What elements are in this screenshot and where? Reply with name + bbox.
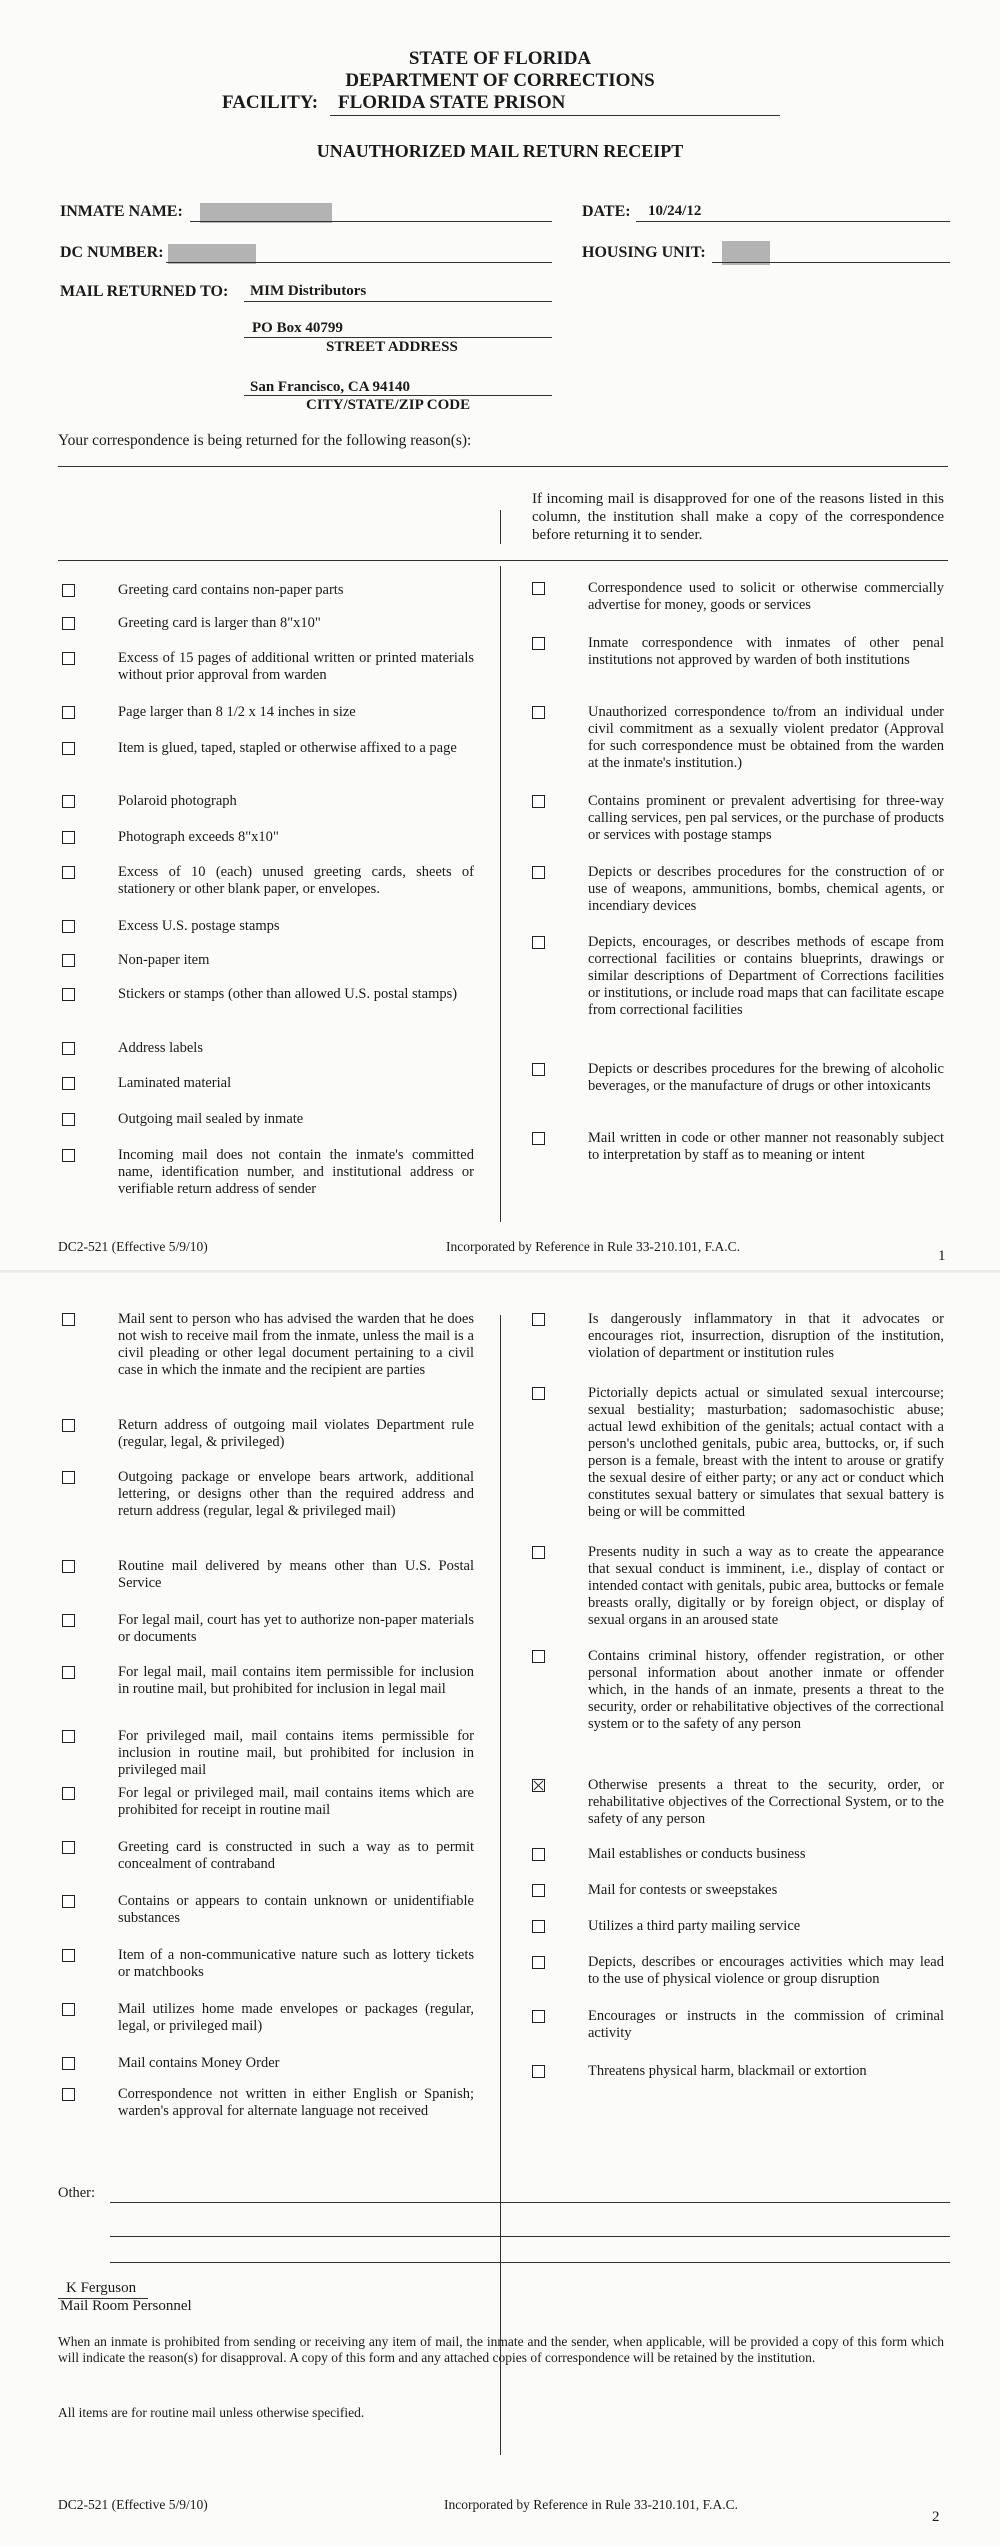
reason-text: Greeting card is constructed in such a way as to permit concealment of contraband (118, 1839, 474, 1872)
reason-text: Depicts or describes procedures for the construction of or use of weapons, ammunitions, bombs, chemical agents, or incendiary devices (588, 864, 944, 914)
reason-text: Contains prominent or prevalent advertising for three-way calling services, pen pal services, or the purchase of products or services with postage stamps (588, 793, 944, 843)
reason-text: Correspondence used to solicit or otherwise commercially advertise for money, goods or services (588, 580, 944, 613)
reason-checkbox[interactable] (62, 584, 75, 597)
reason-checkbox[interactable] (62, 706, 75, 719)
reason-checkbox[interactable] (62, 742, 75, 755)
reason-checkbox[interactable] (62, 1149, 75, 1162)
reason-text: Outgoing mail sealed by inmate (118, 1111, 304, 1127)
reason-text: Mail written in code or other manner not reasonably subject to interpretation by staff as to meaning or intent (588, 1130, 944, 1163)
reason-text: Depicts, describes or encourages activities which may lead to the use of physical violence or group disruption (588, 1954, 944, 1987)
reason-text: Inmate correspondence with inmates of other penal institutions not approved by warden of both institutions (588, 635, 944, 668)
reason-checkbox[interactable] (532, 1848, 545, 1861)
reason-text: Threatens physical harm, blackmail or extortion (588, 2063, 867, 2079)
reason-text: Polaroid photograph (118, 793, 237, 809)
street-value: PO Box 40799 (252, 320, 343, 336)
form-number: DC2-521 (Effective 5/9/10) (58, 1239, 208, 1254)
reason-checkbox[interactable] (62, 831, 75, 844)
reason-text: Is dangerously inflammatory in that it advocates or encourages riot, insurrection, disruption of the institution, violation of department or institution rules (588, 1311, 944, 1361)
reason-checkbox[interactable] (62, 2088, 75, 2101)
reason-checkbox[interactable] (62, 617, 75, 630)
reason-checkbox[interactable] (62, 1313, 75, 1326)
reason-text: Mail for contests or sweepstakes (588, 1882, 778, 1898)
housing-unit-label: HOUSING UNIT: (582, 244, 706, 261)
reason-checkbox[interactable] (62, 1949, 75, 1962)
inmate-name-redaction (200, 203, 332, 223)
reason-text: Excess U.S. postage stamps (118, 918, 280, 934)
reason-checkbox[interactable] (532, 582, 545, 595)
reason-checkbox[interactable] (62, 920, 75, 933)
reason-text: Contains or appears to contain unknown or unidentifiable substances (118, 1893, 474, 1926)
reason-checkbox[interactable] (532, 1132, 545, 1145)
reason-text: For legal or privileged mail, mail contains items which are prohibited for receipt in routine mail (118, 1785, 474, 1818)
city-caption: CITY/STATE/ZIP CODE (306, 397, 471, 413)
reason-text: Page larger than 8 1/2 x 14 inches in size (118, 704, 356, 720)
reason-checkbox[interactable] (62, 1471, 75, 1484)
form-title: UNAUTHORIZED MAIL RETURN RECEIPT (316, 141, 684, 161)
form-page-2 (0, 1273, 1000, 2547)
street-line (244, 337, 552, 338)
dc-number-line (166, 262, 552, 263)
reason-text: Excess of 10 (each) unused greeting cards, sheets of stationery or other blank paper, or envelopes. (118, 864, 474, 897)
reason-text: Mail contains Money Order (118, 2055, 280, 2071)
reason-text: For legal mail, court has yet to authorize non-paper materials or documents (118, 1612, 474, 1645)
reason-checkbox[interactable] (62, 954, 75, 967)
page2-column-divider (500, 1315, 501, 2455)
reason-text: Encourages or instructs in the commission of criminal activity (588, 2008, 944, 2041)
reason-checkbox[interactable] (532, 1650, 545, 1663)
reason-checkbox[interactable] (62, 2057, 75, 2070)
reason-text: Incoming mail does not contain the inmate's committed name, identification number, and institutional address or verifiable return address of sender (118, 1147, 474, 1197)
facility-label: FACILITY: (222, 92, 319, 113)
mail-returned-to-label: MAIL RETURNED TO: (60, 283, 229, 300)
reason-text: Address labels (118, 1040, 203, 1056)
other-line-3 (110, 2262, 950, 2263)
reason-text: For legal mail, mail contains item permissible for inclusion in routine mail, but prohibited for inclusion in legal mail (118, 1664, 474, 1697)
page-number: 1 (938, 1248, 946, 1264)
reason-checkbox[interactable] (532, 866, 545, 879)
reason-text: Laminated material (118, 1075, 232, 1091)
reason-text: Photograph exceeds 8"x10" (118, 829, 279, 845)
reason-text: Unauthorized correspondence to/from an individual under civil commitment as a sexually violent predator (Approval for such correspondence must be obtained from the warden at the inmate's institution.) (588, 704, 944, 771)
reason-text: Depicts or describes procedures for the brewing of alcoholic beverages, or the manufacture of drugs or other intoxicants (588, 1061, 944, 1094)
form-page-1 (0, 0, 1000, 1273)
reason-checkbox[interactable] (62, 866, 75, 879)
reason-checkbox[interactable] (532, 637, 545, 650)
housing-unit-line (712, 262, 950, 263)
reason-text: Item of a non-communicative nature such as lottery tickets or matchbooks (118, 1947, 474, 1980)
reason-checkbox[interactable] (62, 2003, 75, 2016)
notice-text: When an inmate is prohibited from sending or receiving any item of mail, the inmate and the sender, when applicable, will be provided a copy of this form which will indicate the reason(s) for disapproval. A copy of this form and any attached copies of correspondence will be retained by the institution. (58, 2334, 944, 2365)
reason-checkbox[interactable] (532, 2010, 545, 2023)
rule-reference: Incorporated by Reference in Rule 33-210.101, F.A.C. (446, 1239, 740, 1254)
facility-underline (330, 115, 780, 116)
reason-text: Greeting card is larger than 8"x10" (118, 615, 321, 631)
reason-checkbox[interactable] (532, 1063, 545, 1076)
reason-checkbox[interactable] (532, 706, 545, 719)
state-heading: STATE OF FLORIDA (408, 48, 592, 69)
dc-number-label: DC NUMBER: (60, 244, 164, 261)
reason-text: Greeting card contains non-paper parts (118, 582, 344, 598)
other-line-1 (110, 2202, 950, 2203)
reason-checkbox[interactable] (62, 795, 75, 808)
reason-checkbox[interactable] (62, 1560, 75, 1573)
reason-checkbox[interactable] (532, 795, 545, 808)
note-divider (500, 510, 501, 544)
reason-text: Pictorially depicts actual or simulated sexual intercourse; sexual bestiality; masturbation; sadomasochistic abuse; actual lewd exhibition of the genitals; actual contact with a person's unclothed genitals, pubic area, buttocks, or, if such person is a female, breast with the intent to arouse or gratify the sexual desire of either party; or any act or conduct which constitutes sexual battery or simulates that sexual battery is being or will be committed (588, 1385, 944, 1520)
dc-number-redaction (168, 244, 256, 264)
intro-rule (58, 466, 948, 467)
date-line (636, 221, 950, 222)
reason-checkbox[interactable] (62, 1666, 75, 1679)
reason-text: Mail sent to person who has advised the warden that he does not wish to receive mail from the inmate, unless the mail is a civil pleading or other legal document pertaining to a civil case in which the inmate and the recipient are parties (118, 1311, 474, 1378)
reason-checkbox[interactable] (532, 1920, 545, 1933)
other-line-2 (110, 2236, 950, 2237)
addressee-value: MIM Distributors (250, 283, 367, 299)
inmate-name-line (190, 221, 552, 222)
form-number: DC2-521 (Effective 5/9/10) (58, 2497, 208, 2512)
city-line (244, 395, 552, 396)
reason-checkbox[interactable] (532, 2065, 545, 2078)
reason-text: Otherwise presents a threat to the security, order, or rehabilitative objectives of the Correctional System, or to the safety of any person (588, 1777, 944, 1827)
city-value: San Francisco, CA 94140 (250, 379, 411, 395)
reason-text: Presents nudity in such a way as to create the appearance that sexual conduct is imminent, i.e., display of contact or intended contact with genitals, pubic area, buttocks or female breasts orally, digitally or by foreign object, or display of sexual organs in an aroused state (588, 1544, 944, 1628)
reason-checkbox[interactable] (62, 1113, 75, 1126)
routine-note: All items are for routine mail unless otherwise specified. (58, 2405, 365, 2420)
page1-column-divider (500, 566, 501, 1222)
signature-name: K Ferguson (66, 2280, 137, 2296)
department-heading: DEPARTMENT OF CORRECTIONS (345, 70, 655, 91)
reason-text: Routine mail delivered by means other than U.S. Postal Service (118, 1558, 474, 1591)
reason-checkbox[interactable] (62, 1614, 75, 1627)
right-column-note: If incoming mail is disapproved for one of the reasons listed in this column, the institution shall make a copy of the correspondence before returning it to sender. (532, 491, 944, 543)
reason-checkbox[interactable] (532, 1884, 545, 1897)
reason-text: For privileged mail, mail contains items permissible for inclusion in routine mail, but prohibited for inclusion in privileged mail (118, 1728, 474, 1778)
other-label: Other: (58, 2185, 96, 2201)
reason-checkbox[interactable] (62, 1895, 75, 1908)
reason-text: Item is glued, taped, stapled or otherwise affixed to a page (118, 740, 457, 756)
street-caption: STREET ADDRESS (326, 339, 458, 355)
reason-checkbox[interactable] (532, 936, 545, 949)
date-value: 10/24/12 (648, 203, 702, 219)
reason-checkbox[interactable] (532, 1546, 545, 1559)
reason-text: Utilizes a third party mailing service (588, 1918, 801, 1934)
reason-text: Excess of 15 pages of additional written or printed materials without prior approval from warden (118, 650, 474, 683)
reasons-intro: Your correspondence is being returned for the following reason(s): (58, 432, 472, 449)
reason-checkbox[interactable] (532, 1313, 545, 1326)
reason-text: Mail establishes or conducts business (588, 1846, 806, 1862)
reason-text: Return address of outgoing mail violates Department rule (regular, legal, & privileged) (118, 1417, 474, 1450)
reason-checkbox[interactable] (532, 1387, 545, 1400)
reason-text: Non-paper item (118, 952, 210, 968)
reason-text: Correspondence not written in either English or Spanish; warden's approval for alternate language not received (118, 2086, 474, 2119)
reason-checkbox[interactable] (62, 1042, 75, 1055)
reason-text: Stickers or stamps (other than allowed U.S. postal stamps) (118, 986, 458, 1002)
reason-text: Outgoing package or envelope bears artwork, additional lettering, or designs other than the required address and return address (regular, legal & privileged mail) (118, 1469, 474, 1519)
reason-checkbox[interactable] (62, 1077, 75, 1090)
reason-checkbox[interactable] (62, 988, 75, 1001)
reason-checkbox[interactable] (62, 652, 75, 665)
page-number: 2 (932, 2509, 940, 2525)
reason-checkbox[interactable] (62, 1787, 75, 1800)
inmate-name-label: INMATE NAME: (60, 203, 183, 220)
signature-title: Mail Room Personnel (60, 2298, 192, 2314)
addressee-line (244, 301, 552, 302)
reason-checkbox[interactable] (532, 1779, 545, 1792)
facility-value: FLORIDA STATE PRISON (338, 92, 566, 113)
reason-text: Mail utilizes home made envelopes or packages (regular, legal, or privileged mail) (118, 2001, 474, 2034)
reason-text: Contains criminal history, offender registration, or other personal information about another inmate or offender which, in the hands of an inmate, presents a threat to the security, order or rehabilitative objectives of the correctional system or to the safety of any person (588, 1648, 944, 1732)
reason-checkbox[interactable] (532, 1956, 545, 1969)
reason-checkbox[interactable] (62, 1841, 75, 1854)
date-label: DATE: (582, 203, 631, 220)
reason-text: Depicts, encourages, or describes methods of escape from correctional facilities or contains blueprints, drawings or similar descriptions of Department of Corrections facilities or institutions, or include road maps that can facilitate escape from correctional facilities (588, 934, 944, 1018)
note-rule (58, 560, 948, 561)
reason-checkbox[interactable] (62, 1419, 75, 1432)
rule-reference: Incorporated by Reference in Rule 33-210.101, F.A.C. (444, 2497, 738, 2512)
reason-checkbox[interactable] (62, 1730, 75, 1743)
